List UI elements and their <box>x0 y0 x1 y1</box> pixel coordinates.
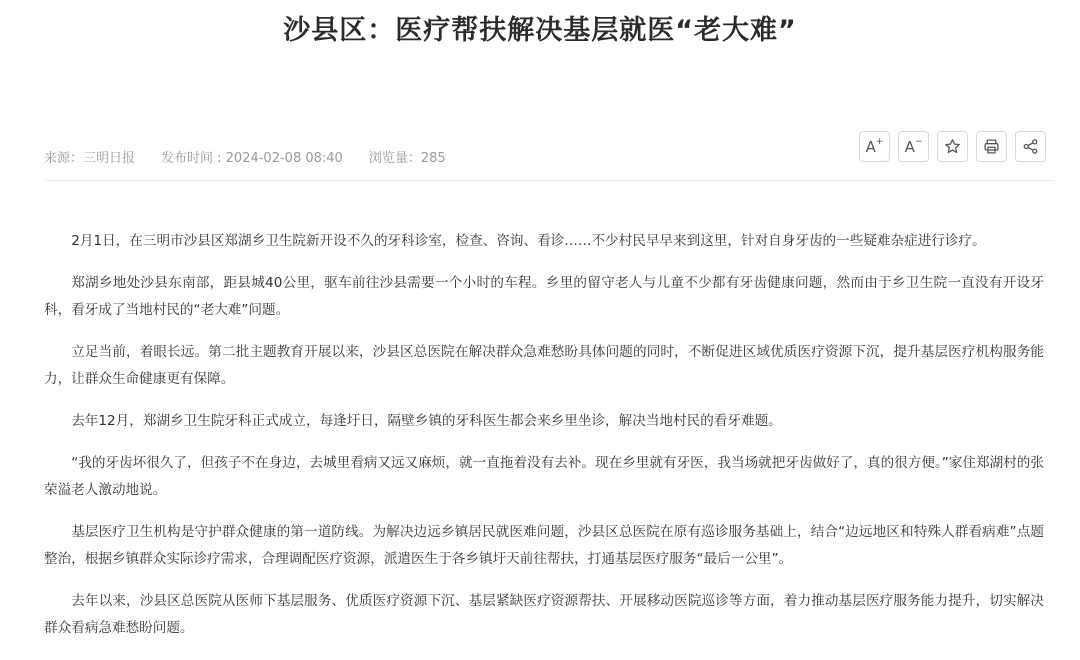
print-icon <box>983 138 1000 155</box>
star-icon <box>944 138 961 155</box>
font-decrease-button[interactable] <box>898 131 929 162</box>
share-button[interactable] <box>1015 131 1046 162</box>
font-decrease-icon: A− <box>904 136 923 156</box>
share-icon <box>1022 138 1039 155</box>
paragraph: 郑湖乡地处沙县东南部，距县城40公里，驱车前往沙县需要一个小时的车程。乡里的留守老人与儿童不少都有牙齿健康问题，然而由于乡卫生院一直没有开设牙科，看牙成了当地村民的“老大难”问题。 <box>44 275 1044 318</box>
paragraph: “我的牙齿坏很久了，但孩子不在身边，去城里看病又远又麻烦，就一直拖着没有去补。现在乡里就有牙医，我当场就把牙齿做好了，真的很方便。”家住郑湖村的张荣溢老人激动地说。 <box>44 455 1044 498</box>
paragraph: 基层医疗卫生机构是守护群众健康的第一道防线。为解决边远乡镇居民就医难问题，沙县区总医院在原有巡诊服务基础上，结合“边远地区和特殊人群看病难”点题整治，根据乡镇群众实际诊疗需求，合理调配医疗资源，派遣医生于各乡镇圩天前往帮扶，打通基层医疗服务“最后一公里”。 <box>44 524 1044 567</box>
article-body <box>44 228 1044 657</box>
paragraph: 去年12月，郑湖乡卫生院牙科正式成立，每逢圩日，隔壁乡镇的牙科医生都会来乡里坐诊，解决当地村民的看牙难题。 <box>71 413 782 429</box>
article-title: 沙县区：医疗帮扶解决基层就医“老大难” <box>283 15 797 46</box>
source-text: 来源：三明日报 <box>44 151 136 166</box>
print-button[interactable] <box>976 131 1007 162</box>
paragraph: 去年以来，沙县区总医院从医师下基层服务、优质医疗资源下沉、基层紧缺医疗资源帮扶、开展移动医院巡诊等方面，着力推动基层医疗服务能力提升，切实解决群众看病急难愁盼问题。 <box>44 593 1044 636</box>
paragraph: 立足当前，着眼长远。第二批主题教育开展以来，沙县区总医院在解决群众急难愁盼具体问题的同时，不断促进区域优质医疗资源下沉，提升基层医疗机构服务能力，让群众生命健康更有保障。 <box>44 344 1044 387</box>
view-count: 浏览量：285 <box>368 151 446 166</box>
paragraph: 2月1日，在三明市沙县区郑湖乡卫生院新开设不久的牙科诊室，检查、咨询、看诊……不少村民早早来到这里，针对自身牙齿的一些疑难杂症进行诊疗。 <box>71 233 986 249</box>
header-divider <box>44 180 1054 181</box>
font-increase-icon: A+ <box>865 136 884 156</box>
publish-time: 发布时间 : 2024-02-08 08:40 <box>161 151 343 166</box>
article-meta <box>44 147 446 166</box>
favorite-button[interactable] <box>937 131 968 162</box>
font-increase-button[interactable] <box>859 131 890 162</box>
article-toolbar <box>859 131 1046 162</box>
